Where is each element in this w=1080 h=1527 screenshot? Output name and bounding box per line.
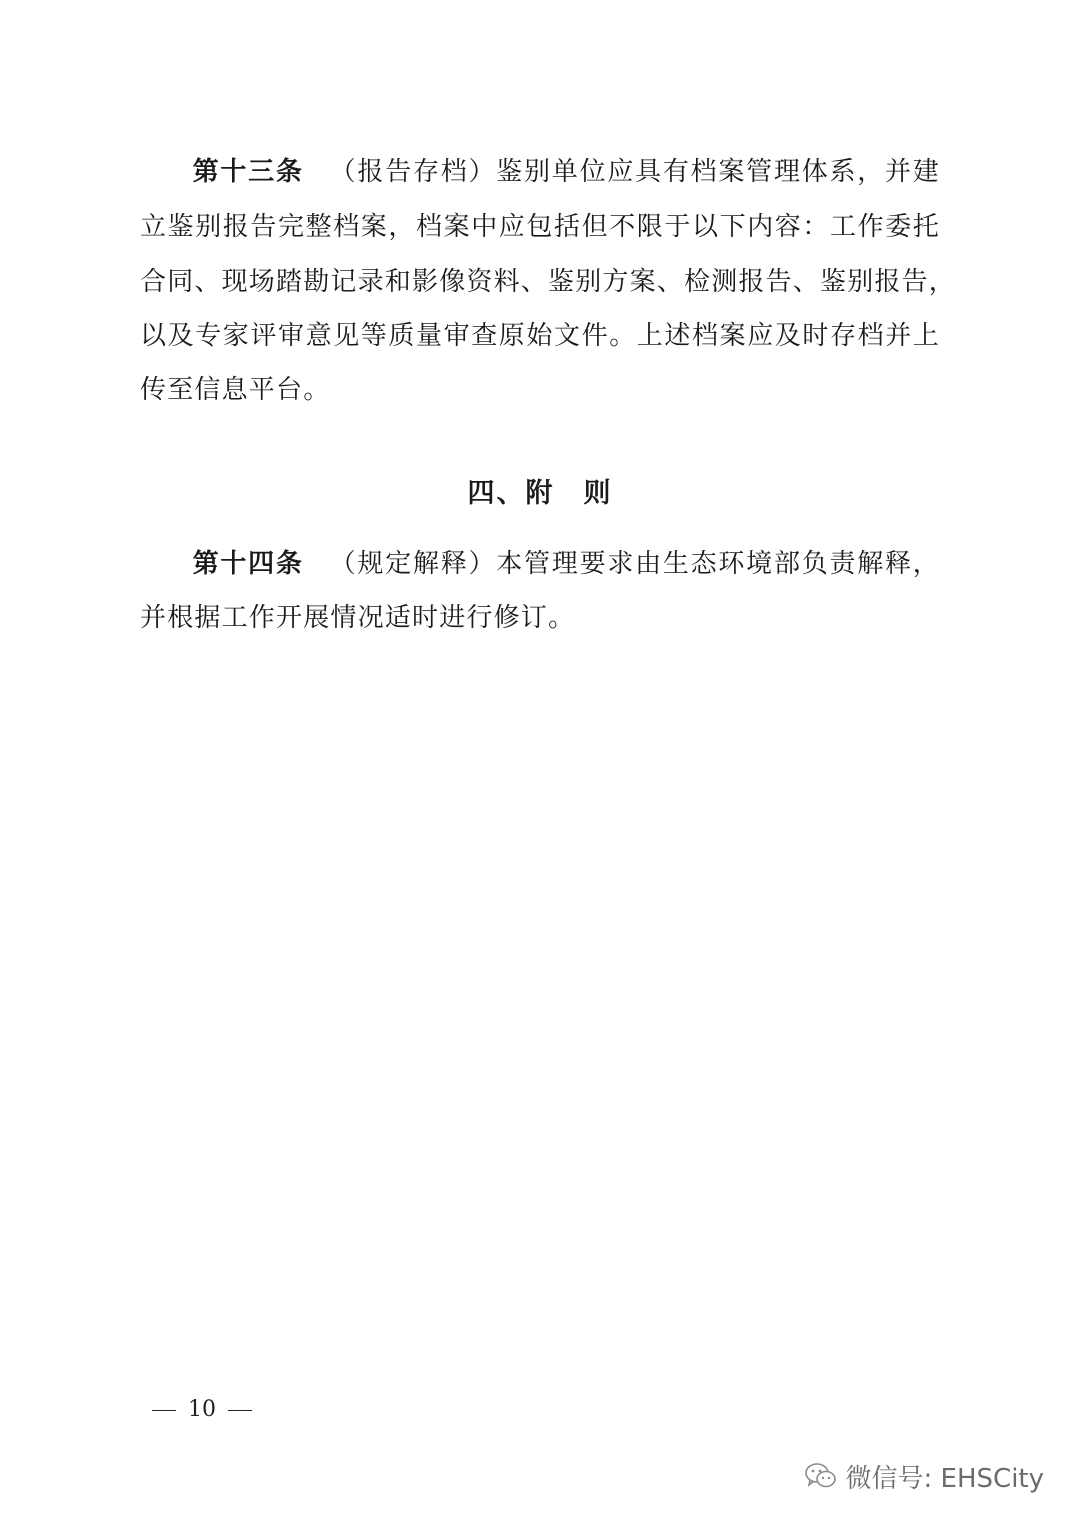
article-14-line-2: 并根据工作开展情况适时进行修订。 <box>140 603 576 633</box>
section-heading: 四、附 则 <box>467 478 613 509</box>
dash-left <box>152 1410 176 1411</box>
article-13-number: 第十三条 <box>192 157 304 187</box>
article-13-line-1 <box>140 152 940 192</box>
article-14-number: 第十四条 <box>192 549 304 579</box>
watermark-text: 微信号: EHSCity <box>845 1463 1044 1494</box>
dash-right <box>228 1410 252 1411</box>
article-13-text-1: （报告存档）鉴别单位应具有档案管理体系，并建 <box>329 157 940 187</box>
article-13-line-5: 传至信息平台。 <box>140 375 331 405</box>
article-13-line-3: 合同、现场踏勘记录和影像资料、鉴别方案、检测报告、鉴别报告， <box>140 267 957 297</box>
article-13-line-4: 以及专家评审意见等质量审查原始文件。上述档案应及时存档并上 <box>140 321 940 351</box>
article-14-line-1 <box>140 544 940 584</box>
watermark <box>804 1456 1044 1496</box>
page-number-value: 10 <box>188 1397 216 1422</box>
wechat-icon <box>804 1461 838 1491</box>
page-number <box>140 1394 264 1426</box>
article-14-text-1: （规定解释）本管理要求由生态环境部负责解释， <box>329 549 940 579</box>
article-13-line-2: 立鉴别报告完整档案，档案中应包括但不限于以下内容：工作委托 <box>140 212 940 242</box>
